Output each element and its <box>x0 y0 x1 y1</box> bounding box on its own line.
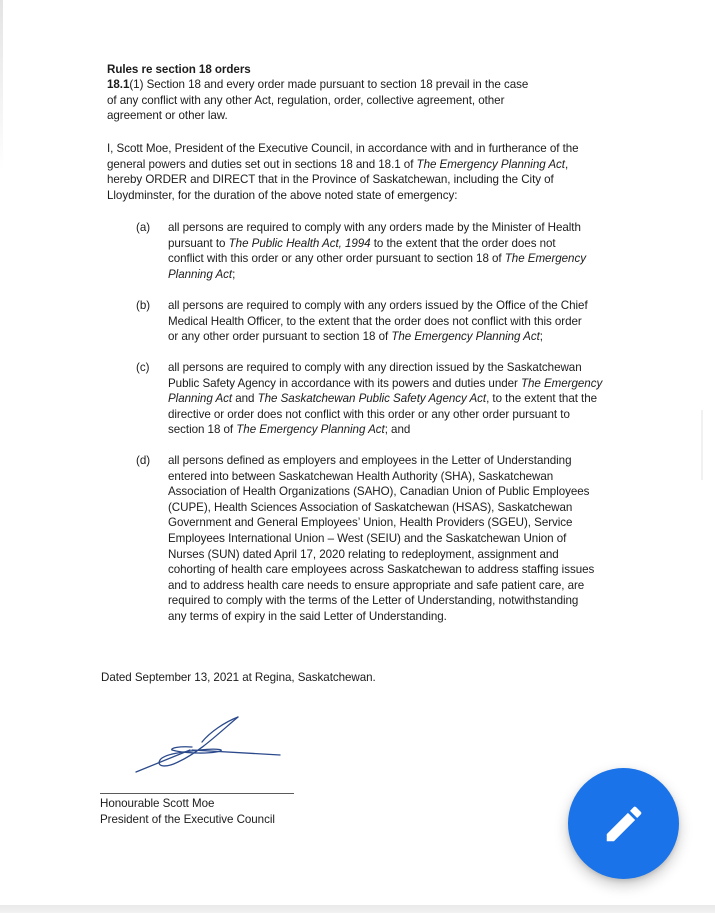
act-title: The Emergency Planning Act <box>416 157 565 171</box>
order-intro-paragraph: I, Scott Moe, President of the Executive Council, in accordance with and in furtherance of the general powers and duties set out in sections 18 and 18.1 of The Emergency Planning Act, hereby ORDER and DIRECT that in the Province of Saskatchewan, including the City of Lloydminster, for the duration of the above noted state of emergency: <box>107 142 579 202</box>
rule-number: 18.1 <box>107 78 130 91</box>
page-left-edge <box>0 0 3 170</box>
rule-line-3: agreement or other law. <box>107 109 228 123</box>
signatory-title: President of the Executive Council <box>100 813 275 826</box>
page-right-edge <box>701 410 703 480</box>
section-heading: Rules re section 18 orders <box>107 63 251 76</box>
item-c-label: (c) <box>136 361 150 374</box>
signature-line <box>100 793 294 794</box>
rule-line-2: of any conflict with any other Act, regulation, order, collective agreement, other <box>107 93 505 107</box>
rule-subsection: (1) <box>129 78 144 91</box>
item-c-text: all persons are required to comply with any direction issued by the Saskatchewan Public Safety Agency in accordance with its powers and duties under The Emergency Planning Act and The Saskatchewan Public Safety Agency Act, to the extent that the directive or order does not conflict with this order or any other order pursuant to section 18 of The Emergency Planning Act; and <box>168 361 603 437</box>
item-a-text: all persons are required to comply with any orders made by the Minister of Health pursuant to The Public Health Act, 1994 to the extent that the order does not conflict with this order or any other order pursuant to section 18 of The Emergency Planning Act; <box>168 221 586 281</box>
item-a-label: (a) <box>136 221 151 234</box>
signature-image <box>130 712 290 782</box>
dated-line: Dated September 13, 2021 at Regina, Saskatchewan. <box>101 671 376 684</box>
signatory-name: Honourable Scott Moe <box>100 797 215 810</box>
rule-paragraph <box>107 77 528 124</box>
edit-fab-button[interactable] <box>568 768 679 879</box>
item-b-label: (b) <box>136 299 151 312</box>
item-d-label: (d) <box>136 454 151 467</box>
bottom-bar <box>0 905 715 913</box>
rule-line-1: 18.1(1) Section 18 and every order made pursuant to section 18 prevail in the case <box>107 78 529 91</box>
pencil-edit-icon <box>601 801 647 847</box>
item-b-text: all persons are required to comply with any orders issued by the Office of the Chief Medical Health Officer, to the extent that the order does not conflict with this order or any other order pursuant to section 18 of The Emergency Planning Act; <box>168 299 588 344</box>
item-d-text: all persons defined as employers and employees in the Letter of Understanding entered into between Saskatchewan Health Authority (SHA), Saskatchewan Association of Health Organizations (SAHO), Canadian Union of Public Employees (CUPE), Health Sciences Association of Saskatchewan (HSAS), Saskatchewan Government and General Employees’ Union, Health Providers (SGEU), Service Employees International Union – West (SEIU) and the Saskatchewan Union of Nurses (SUN) dated April 17, 2020 relating to redeployment, assignment and cohorting of health care employees across Saskatchewan to address staffing issues and to address health care needs to ensure appropriate and safe patient care, are required to comply with the terms of the Letter of Understanding, notwithstanding any terms of expiry in the said Letter of Understanding. <box>168 454 595 623</box>
